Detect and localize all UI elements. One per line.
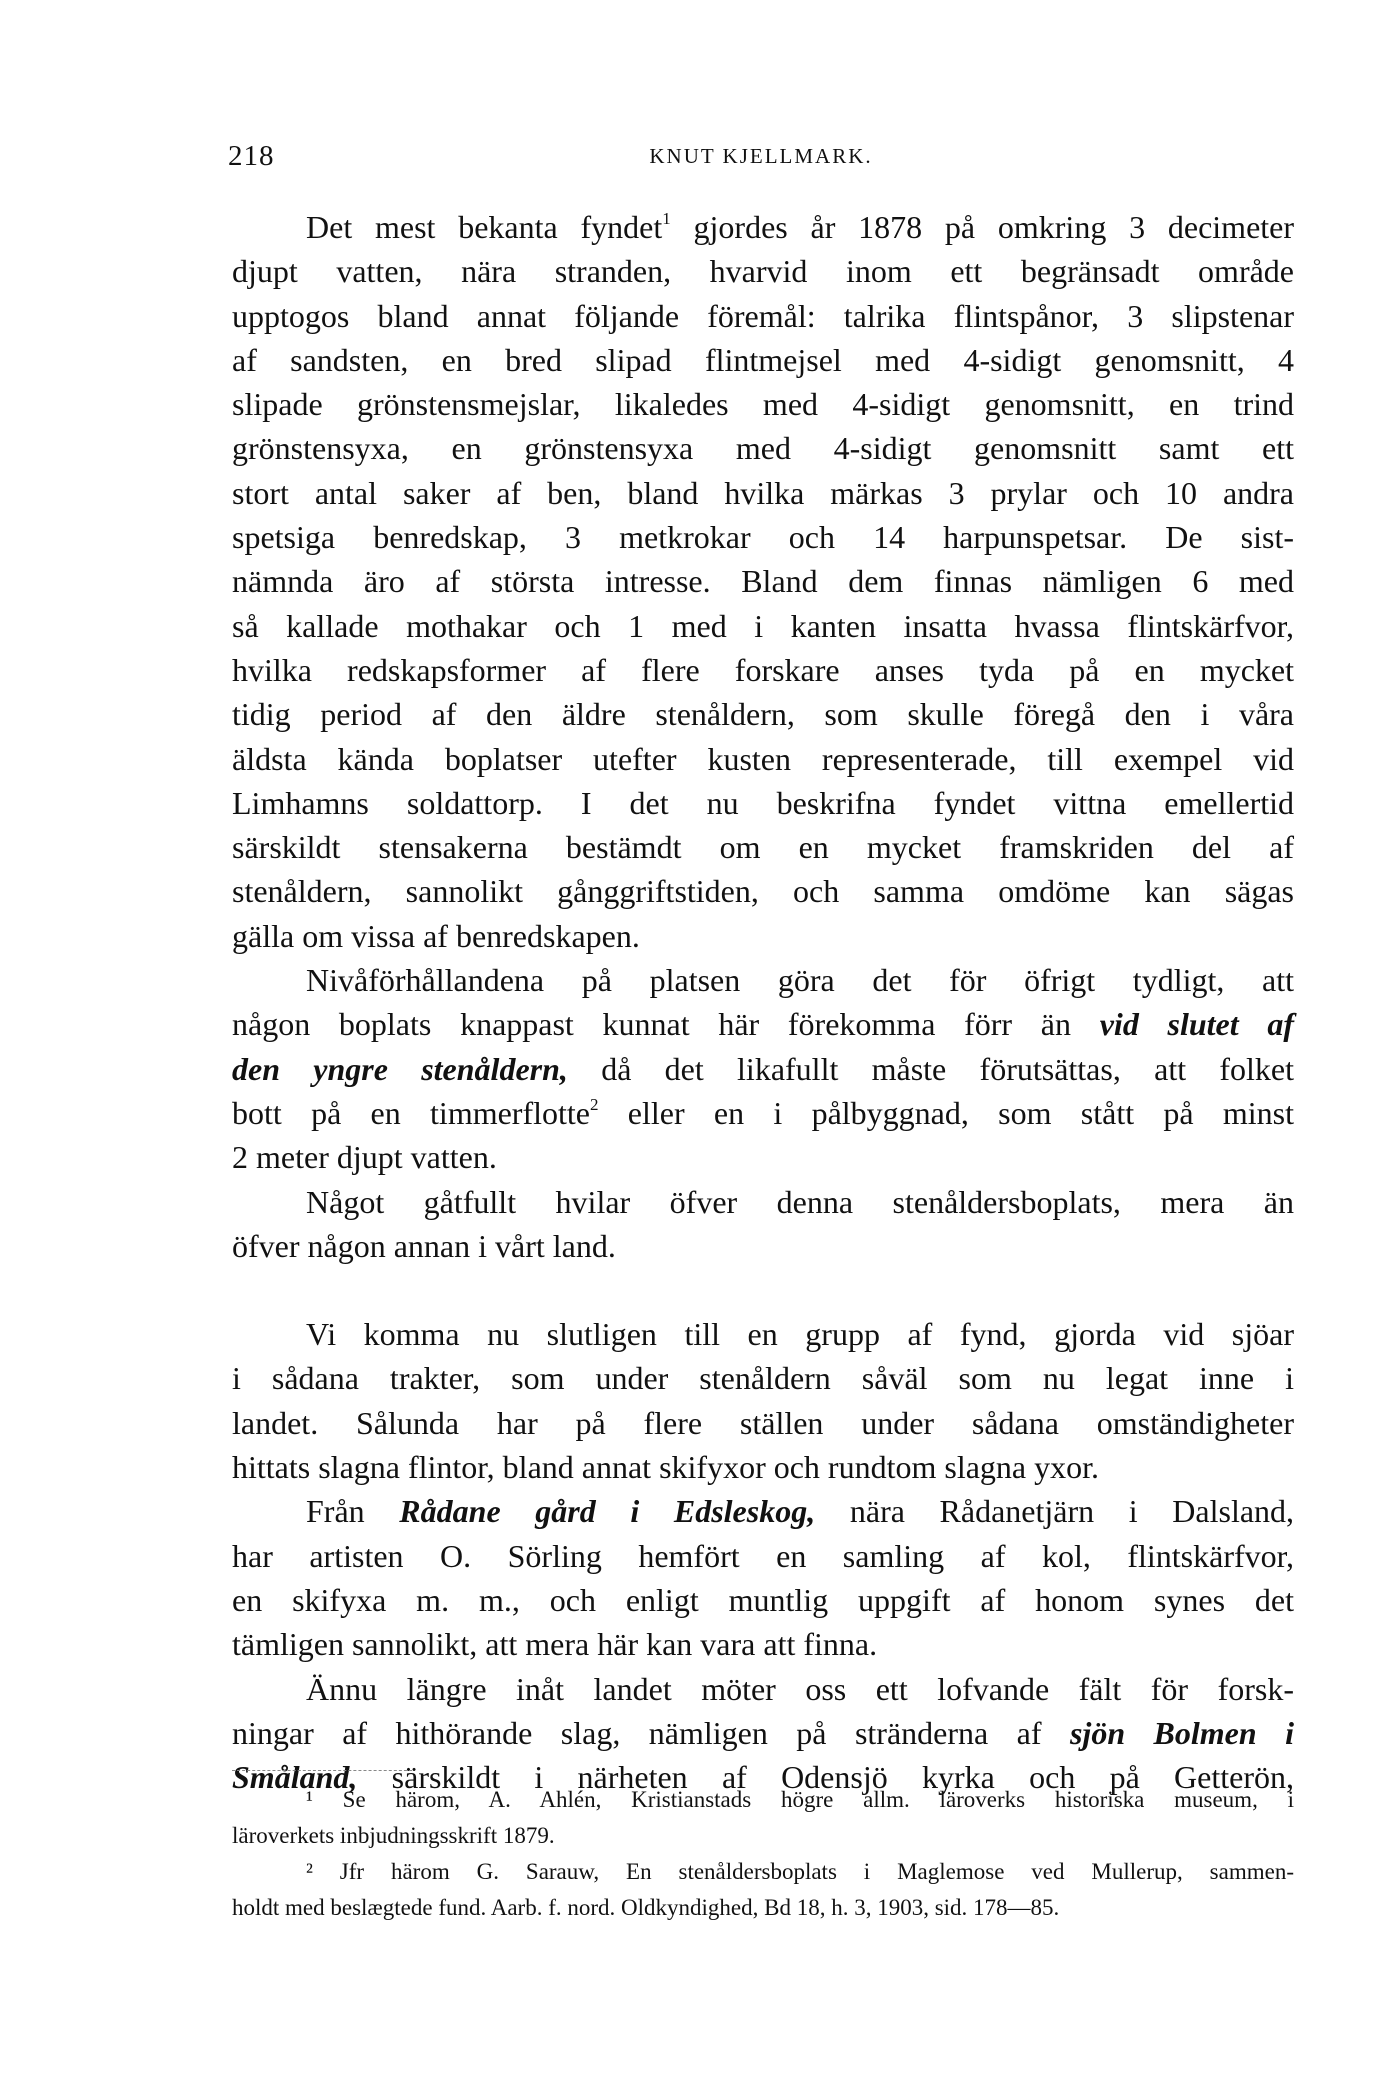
paragraph-line: slipade grönstensmejslar, likaledes med 4-sidigt genomsnitt, en trind <box>232 386 1294 423</box>
footnote-line: ¹ Se härom, A. Ahlén, Kristianstads högre allm. läroverks historiska museum, i <box>306 1787 1294 1812</box>
text-span: eller en i pålbyggnad, som stått på minst <box>627 1094 1295 1131</box>
paragraph-line: Något gåtfullt hvilar öfver denna stenåldersboplats, mera än <box>306 1183 1294 1220</box>
paragraph-line: i sådana trakter, som under stenåldern såväl som nu legat inne i <box>232 1360 1294 1397</box>
paragraph-line: grönstensyxa, en grönstensyxa med 4-sidigt genomsnitt samt ett <box>232 430 1294 467</box>
text-span: någon boplats knappast kunnat här förekomma förr än <box>232 1006 1071 1043</box>
paragraph-line: gälla om vissa af benredskapen. <box>232 917 640 954</box>
text-span: gjordes år 1878 på omkring 3 decimeter <box>693 209 1295 245</box>
paragraph-line: särskildt stensakerna bestämdt om en mycket framskriden del af <box>232 829 1294 866</box>
paragraph-line <box>232 1002 1294 1046</box>
paragraph-line: tidig period af den äldre stenåldern, som skulle föregå den i våra <box>232 696 1294 733</box>
paragraph-line: tämligen sannolikt, att mera här kan vara att finna. <box>232 1626 878 1663</box>
paragraph-line: af sandsten, en bred slipad flintmejsel med 4-sidigt genomsnitt, 4 <box>232 341 1294 378</box>
paragraph-line: Ännu längre inåt landet möter oss ett lofvande fält för forsk- <box>306 1670 1294 1707</box>
paragraph-line <box>232 1091 1294 1135</box>
text-span: Det mest bekanta fyndet <box>306 209 663 245</box>
footnotes <box>232 1782 1294 1926</box>
paragraph-line: landet. Sålunda har på flere ställen under sådana omständigheter <box>232 1404 1294 1441</box>
footnote-line: läroverkets inbjudningsskrift 1879. <box>232 1823 555 1848</box>
paragraph-line <box>232 1047 1294 1091</box>
text-span: ningar af hithörande slag, nämligen på stränderna af <box>232 1714 1042 1751</box>
paragraph-line: Limhamns soldattorp. I det nu beskrifna fyndet vittna emellertid <box>232 784 1294 821</box>
body-text <box>232 205 1294 1799</box>
header-title: KNUT KJELLMARK. <box>649 144 873 168</box>
text-span: bott på en timmerflotte <box>232 1094 590 1131</box>
paragraph-line <box>232 205 1294 249</box>
footnote-divider <box>232 1770 412 1771</box>
page-number: 218 <box>228 140 275 172</box>
running-head <box>228 140 1294 180</box>
paragraph-line: hvilka redskapsformer af flere forskare anses tyda på en mycket <box>232 651 1294 688</box>
text-span: då det likafullt måste förutsättas, att folket <box>601 1050 1295 1087</box>
text-span: Från <box>306 1493 365 1530</box>
paragraph-line: 2 meter djupt vatten. <box>232 1139 497 1176</box>
paragraph-line: Vi komma nu slutligen till en grupp af fynd, gjorda vid sjöar <box>306 1316 1294 1353</box>
paragraph-line: stenåldern, sannolikt gånggriftstiden, och samma omdöme kan sägas <box>232 873 1294 910</box>
paragraph-line: spetsiga benredskap, 3 metkrokar och 14 harpunspetsar. De sist- <box>232 519 1294 556</box>
text-span: nära Rådanetjärn i Dalsland, <box>849 1493 1295 1530</box>
emphasis-text: den yngre stenåldern, <box>232 1050 568 1087</box>
emphasis-text: Småland, <box>232 1759 358 1796</box>
paragraph-line <box>232 1711 1294 1755</box>
paragraph-line: en skifyxa m. m., och enligt muntlig uppgift af honom synes det <box>232 1581 1294 1618</box>
paragraph-line: öfver någon annan i vårt land. <box>232 1227 616 1264</box>
paragraph-line: Nivåförhållandena på platsen göra det för öfrigt tydligt, att <box>306 962 1294 999</box>
footnote-line: holdt med beslægtede fund. Aarb. f. nord. Oldkyndighed, Bd 18, h. 3, 1903, sid. 178—85. <box>232 1895 1060 1920</box>
paragraph-line: så kallade mothakar och 1 med i kanten insatta hvassa flintskärfvor, <box>232 607 1294 644</box>
emphasis-text: vid slutet af <box>1099 1006 1295 1043</box>
paragraph-line: djupt vatten, nära stranden, hvarvid inom ett begränsadt område <box>232 253 1294 290</box>
paragraph-line: äldsta kända boplatser utefter kusten representerade, till exempel vid <box>232 740 1294 777</box>
paragraph-line: stort antal saker af ben, bland hvilka märkas 3 prylar och 10 andra <box>232 474 1294 511</box>
emphasis-text: Rådane gård i Edsleskog, <box>399 1493 816 1530</box>
paragraph-line: har artisten O. Sörling hemfört en samling af kol, flintskärfvor, <box>232 1537 1294 1574</box>
footnote-ref: 2 <box>590 1094 599 1114</box>
footnote-ref: 1 <box>662 209 671 228</box>
emphasis-text: sjön Bolmen i <box>1069 1714 1295 1751</box>
footnote-line: ² Jfr härom G. Sarauw, En stenåldersboplats i Maglemose ved Mullerup, sammen- <box>306 1859 1294 1884</box>
paragraph-line: nämnda äro af största intresse. Bland dem finnas nämligen 6 med <box>232 563 1294 600</box>
paragraph-line <box>232 1489 1294 1533</box>
paragraph-line: upptogos bland annat följande föremål: talrika flintspånor, 3 slipstenar <box>232 297 1294 334</box>
section-gap <box>232 1268 1294 1312</box>
text-span: särskildt i närheten af Odensjö kyrka och på Getterön, <box>391 1759 1295 1796</box>
paragraph-line: hittats slagna flintor, bland annat skifyxor och rundtom slagna yxor. <box>232 1449 1099 1486</box>
